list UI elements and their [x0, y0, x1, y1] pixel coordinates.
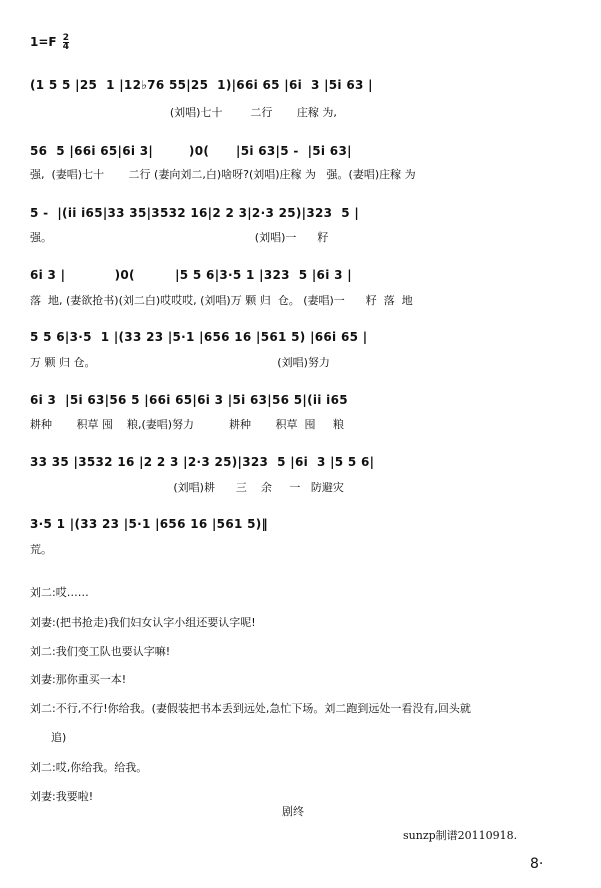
- score-line-2-lyric: 强, (妻唱)七十 二行 (妻向刘二,白)啥呀?(刘唱)庄稼 为 强。(妻唱)庄稼 为: [30, 168, 416, 181]
- dialogue-line-5: 刘二:不行,不行!你给我。(妻假装把书本丢到远处,急忙下场。刘二跑到远处一看没有,回头就: [30, 702, 471, 715]
- key-signature: [30, 34, 69, 51]
- score-line-8-notes: 3·5 1 |(33 23 |5·1 |656 16 |561 5)‖: [30, 517, 268, 531]
- score-line-6-lyric: 耕种 积草 囤 粮,(妻唱)努力 耕种 积草 囤 粮: [30, 418, 344, 431]
- score-line-1-notes: (1 5 5 |25 1 |12♭76 55|25 1)|66i 65 |6i 3 |5i 63 |: [30, 78, 373, 92]
- dialogue-line-4: 刘妻:那你重买一本!: [30, 673, 127, 686]
- dialogue-line-1: 刘二:哎……: [30, 586, 89, 599]
- key-label: 1=F: [30, 35, 57, 49]
- meter-top: 2: [62, 33, 70, 43]
- dialogue-line-7: 刘妻:我要啦!: [30, 790, 94, 803]
- score-line-3-notes: 5 - |(ii i65|33 35|3532 16|2 2 3|2·3 25)|323 5 |: [30, 206, 360, 220]
- score-line-5-notes: 5 5 6|3·5 1 |(33 23 |5·1 |656 16 |561 5) |66i 65 |: [30, 330, 368, 344]
- dialogue-line-5-cont: 追): [30, 731, 67, 744]
- score-line-7-notes: 33 35 |3532 16 |2 2 3 |2·3 25)|323 5 |6i 3 |5 5 6|: [30, 455, 375, 469]
- score-line-4-notes: 6i 3 | )0( |5 5 6|3·5 1 |323 5 |6i 3 |: [30, 268, 352, 282]
- dialogue-line-6: 刘二:哎,你给我。给我。: [30, 761, 148, 774]
- score-line-4-lyric: 落 地, (妻欲抢书)(刘二白)哎哎哎, (刘唱)万 颗 归 仓。 (妻唱)一 籽 落 地: [30, 294, 413, 307]
- page-number: 8·: [530, 856, 544, 872]
- dialogue-line-2: 刘妻:(把书抢走)我们妇女认字小组还要认字呢!: [30, 616, 256, 629]
- time-signature: [63, 34, 69, 51]
- end-text: 剧终: [282, 805, 304, 818]
- score-line-3-lyric: 强。 (刘唱)一 籽: [30, 231, 329, 244]
- score-line-7-lyric: (刘唱)耕 三 余 一 防避灾: [30, 481, 344, 494]
- score-line-6-notes: 6i 3 |5i 63|56 5 |66i 65|6i 3 |5i 63|56 5|(ii i65: [30, 393, 348, 407]
- dialogue-line-3: 刘二:我们变工队也要认字嘛!: [30, 645, 171, 658]
- meter-bottom: 4: [62, 42, 70, 52]
- score-line-5-lyric: 万 颗 归 仓。 (刘唱)努力: [30, 356, 330, 369]
- credit-text: sunzp制谱20110918.: [403, 829, 518, 842]
- score-line-1-lyric: (刘唱)七十 二行 庄稼 为,: [30, 106, 337, 119]
- score-line-2-notes: 56 5 |66i 65|6i 3| )0( |5i 63|5 - |5i 63|: [30, 144, 352, 158]
- score-line-8-lyric: 荒。: [30, 543, 52, 556]
